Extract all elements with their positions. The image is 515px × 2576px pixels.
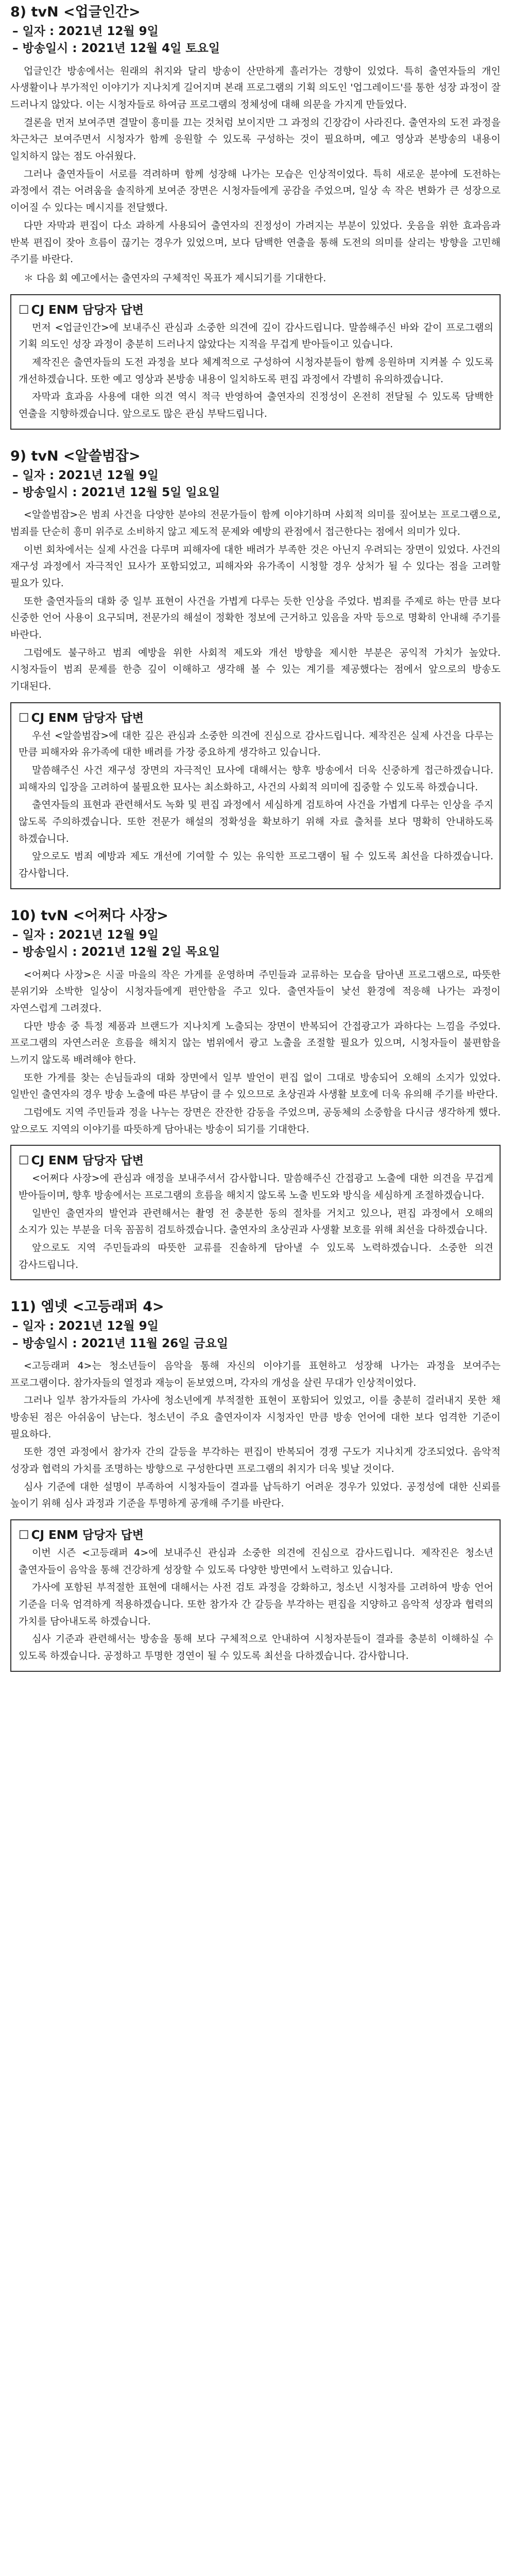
meta-item: – 방송일시 : 2021년 12월 2일 목요일 — [12, 944, 501, 961]
response-title-text: CJ ENM 담당자 답변 — [31, 711, 144, 725]
meta-item: – 방송일시 : 2021년 12월 4일 토요일 — [12, 40, 501, 57]
response-paragraph: 앞으로도 지역 주민들과의 따뜻한 교류를 진솔하게 담아낼 수 있도록 노력하겠습니다. 소중한 의견 감사드립니다. — [19, 1242, 493, 1270]
response-title — [19, 1151, 493, 1168]
checkbox-icon: ☐ — [19, 303, 29, 317]
checkbox-icon: ☐ — [19, 1154, 29, 1168]
checkbox-icon: ☐ — [19, 1529, 29, 1543]
response-title-text: CJ ENM 담당자 답변 — [31, 303, 144, 317]
review-paragraph: 또한 경연 과정에서 참가자 간의 갈등을 부각하는 편집이 반복되어 경쟁 구도가 지나치게 강조되었다. 음악적 성장과 협력의 가치를 조명하는 방향으로 구성한다면 프로그램의 취지가 더욱 빛날 것이다. — [10, 1446, 501, 1475]
response-paragraph: 일반인 출연자의 발언과 관련해서는 촬영 전 충분한 동의 절차를 거치고 있으나, 편집 과정에서 오해의 소지가 있는 부분을 더욱 꼼꼼히 검토하겠습니다. 출연자의 초상권과 사생활 보호를 위해 최선을 다하겠습니다. — [19, 1207, 493, 1236]
review-section — [10, 1298, 501, 1672]
response-paragraph: 먼저 <업글인간>에 보내주신 관심과 소중한 의견에 깊이 감사드립니다. 말씀해주신 바와 같이 프로그램의 기획 의도인 성장 과정이 충분히 드러나지 않았다는 지적을 무겁게 받아들이고 있습니다. — [19, 321, 493, 350]
review-paragraph: 그럼에도 지역 주민들과 정을 나누는 장면은 잔잔한 감동을 주었으며, 공동체의 소중함을 다시금 생각하게 했다. 앞으로도 지역의 이야기를 따뜻하게 담아내는 방송이 되기를 기대한다. — [10, 1106, 501, 1135]
meta-list — [12, 467, 501, 502]
review-section — [10, 907, 501, 1281]
response-title — [19, 708, 493, 725]
response-paragraph: 자막과 효과음 사용에 대한 의견 역시 적극 반영하여 출연자의 진정성이 온전히 전달될 수 있도록 담백한 연출을 지향하겠습니다. 앞으로도 많은 관심 부탁드립니다. — [19, 391, 493, 419]
response-title — [19, 300, 493, 317]
review-paragraph: 그러나 출연자들이 서로를 격려하며 함께 성장해 나가는 모습은 인상적이었다. 특히 새로운 분야에 도전하는 과정에서 겪는 어려움을 솔직하게 보여준 장면은 시청자들에게 공감을 주었으며, 일상 속 작은 변화가 큰 성장으로 이어질 수 있다는 메시지를 전달했다. — [10, 168, 501, 214]
response-box — [10, 294, 501, 430]
meta-item: – 방송일시 : 2021년 11월 26일 금요일 — [12, 1335, 501, 1352]
section-title: 8) tvN <업글인간> — [10, 4, 141, 20]
review-paragraph: 또한 가게를 찾는 손님들과의 대화 장면에서 일부 발언이 편집 없이 그대로 방송되어 오해의 소지가 있었다. 일반인 출연자의 경우 방송 노출에 따른 부담이 클 수 있으므로 초상권과 사생활 보호에 더욱 유의해 주기를 바란다. — [10, 1072, 501, 1100]
section-title: 11) 엠넷 <고등래퍼 4> — [10, 1299, 164, 1315]
review-paragraph: 결론을 먼저 보여주면 결말이 흥미를 끄는 것처럼 보이지만 그 과정의 긴장감이 사라진다. 출연자의 도전 과정을 차근차근 보여주면서 시청자가 함께 응원할 수 있도록 구성하는 것이 필요하며, 예고 영상과 본방송의 내용이 일치하지 않는 점도 아쉬웠다. — [10, 116, 501, 162]
response-paragraph: 말씀해주신 사건 재구성 장면의 자극적인 묘사에 대해서는 향후 방송에서 더욱 신중하게 접근하겠습니다. 피해자의 입장을 고려하여 불필요한 묘사는 최소화하고, 사건의 사회적 의미에 집중할 수 있도록 하겠습니다. — [19, 765, 493, 793]
response-paragraph: 출연자들의 표현과 관련해서도 녹화 및 편집 과정에서 세심하게 검토하여 사건을 가볍게 다루는 인상을 주지 않도록 주의하겠습니다. 또한 전문가 해설의 정확성을 확보하기 위해 자료 출처를 보다 명확히 안내하도록 하겠습니다. — [19, 799, 493, 844]
meta-list — [12, 23, 501, 58]
response-paragraph: 앞으로도 범죄 예방과 제도 개선에 기여할 수 있는 유익한 프로그램이 될 수 있도록 최선을 다하겠습니다. 감사합니다. — [19, 851, 493, 879]
response-box — [10, 1145, 501, 1280]
response-paragraph: <어쩌다 사장>에 관심과 애정을 보내주셔서 감사합니다. 말씀해주신 간접광고 노출에 대한 의견을 무겁게 받아들이며, 향후 방송에서는 프로그램의 흐름을 해치지 않도록 노출 빈도와 방식을 세심하게 조절하겠습니다. — [19, 1173, 493, 1201]
review-paragraph: 그러나 일부 참가자들의 가사에 청소년에게 부적절한 표현이 포함되어 있었고, 이를 충분히 걸러내지 못한 채 방송된 점은 아쉬움이 남는다. 청소년이 주요 출연자이자 시청자인 만큼 방송 언어에 대한 보다 엄격한 기준이 필요하다. — [10, 1395, 501, 1440]
meta-list — [12, 927, 501, 961]
response-paragraph: 심사 기준과 관련해서는 방송을 통해 보다 구체적으로 안내하여 시청자분들이 결과를 충분히 이해하실 수 있도록 하겠습니다. 공정하고 투명한 경연이 될 수 있도록 최선을 다하겠습니다. 감사합니다. — [19, 1633, 493, 1662]
review-paragraph: 이번 회차에서는 실제 사건을 다루며 피해자에 대한 배려가 부족한 것은 아닌지 우려되는 장면이 있었다. 사건의 재구성 과정에서 자극적인 묘사가 포함되었고, 피해자와 유가족이 시청할 경우 상처가 될 수 있다는 점을 고려할 필요가 있다. — [10, 544, 501, 589]
review-paragraph: 업글인간 방송에서는 원래의 취지와 달리 방송이 산만하게 흘러가는 경향이 있었다. 특히 출연자들의 개인 사생활이나 부가적인 이야기가 지나치게 길어지며 본래 프로그램의 기획 의도인 '업그레이드'를 통한 성장 과정이 잘 드러나지 않았다. 이는 시청자들로 하여금 프로그램의 정체성에 대해 의문을 가지게 만들었다. — [10, 65, 501, 111]
meta-item: – 방송일시 : 2021년 12월 5일 일요일 — [12, 484, 501, 501]
response-box — [10, 1519, 501, 1672]
response-title-text: CJ ENM 담당자 답변 — [31, 1154, 144, 1168]
response-paragraph: 가사에 포함된 부적절한 표현에 대해서는 사전 검토 과정을 강화하고, 청소년 시청자를 고려하여 방송 언어 기준을 더욱 엄격하게 적용하겠습니다. 또한 참가자 간 갈등을 부각하는 편집을 지양하고 음악적 성장과 협력의 가치를 담아내도록 하겠습니다. — [19, 1582, 493, 1627]
review-paragraph: 그럼에도 불구하고 범죄 예방을 위한 사회적 제도와 개선 방향을 제시한 부분은 공익적 가치가 높았다. 시청자들이 범죄 문제를 한층 깊이 이해하고 생각해 볼 수 있는 계기를 제공했다는 점에서 앞으로의 방송도 기대된다. — [10, 647, 501, 692]
review-section — [10, 447, 501, 889]
meta-item: – 일자 : 2021년 12월 9일 — [12, 1318, 501, 1335]
response-paragraph: 이번 시즌 <고등래퍼 4>에 보내주신 관심과 소중한 의견에 진심으로 감사드립니다. 제작진은 청소년 출연자들이 음악을 통해 건강하게 성장할 수 있도록 다양한 방면에서 노력하고 있습니다. — [19, 1547, 493, 1575]
review-paragraph: 다만 자막과 편집이 다소 과하게 사용되어 출연자의 진정성이 가려지는 부분이 있었다. 웃음을 위한 효과음과 반복 편집이 잦아 흐름이 끊기는 경우가 있었으며, 보다 담백한 연출을 통해 도전의 의미를 살리는 방향을 고민해 주기를 바란다. — [10, 219, 501, 265]
review-paragraph: 또한 출연자들의 대화 중 일부 표현이 사건을 가볍게 다루는 듯한 인상을 주었다. 범죄를 주제로 하는 만큼 보다 신중한 언어 사용이 요구되며, 전문가의 해설이 정확한 정보에 근거하고 있음을 자막 등으로 명확히 안내해 주기를 바란다. — [10, 595, 501, 641]
response-box — [10, 702, 501, 889]
section-title: 9) tvN <알쓸범잡> — [10, 448, 141, 464]
meta-item: – 일자 : 2021년 12월 9일 — [12, 467, 501, 484]
meta-list — [12, 1318, 501, 1352]
response-paragraph: 제작진은 출연자들의 도전 과정을 보다 체계적으로 구성하여 시청자분들이 함께 응원하며 지켜볼 수 있도록 개선하겠습니다. 또한 예고 영상과 본방송 내용이 일치하도록 편집 과정에서 각별히 유의하겠습니다. — [19, 356, 493, 385]
review-section — [10, 3, 501, 430]
response-paragraph: 우선 <알쓸범잡>에 대한 깊은 관심과 소중한 의견에 진심으로 감사드립니다. 제작진은 실제 사건을 다루는 만큼 피해자와 유가족에 대한 배려를 가장 중요하게 생각하고 있습니다. — [19, 730, 493, 758]
review-paragraph: <고등래퍼 4>는 청소년들이 음악을 통해 자신의 이야기를 표현하고 성장해 나가는 과정을 보여주는 프로그램이다. 참가자들의 열정과 재능이 돋보였으며, 각자의 개성을 살린 무대가 인상적이었다. — [10, 1360, 501, 1388]
meta-item: – 일자 : 2021년 12월 9일 — [12, 23, 501, 40]
meta-item: – 일자 : 2021년 12월 9일 — [12, 927, 501, 944]
review-paragraph: 다만 방송 중 특정 제품과 브랜드가 지나치게 노출되는 장면이 반복되어 간접광고가 과하다는 느낌을 주었다. 프로그램의 자연스러운 흐름을 해치지 않는 범위에서 광고 노출을 조절할 필요가 있으며, 시청자들이 불편함을 느끼지 않도록 배려해야 한다. — [10, 1020, 501, 1065]
review-paragraph: <알쓸범잡>은 범죄 사건을 다양한 분야의 전문가들이 함께 이야기하며 사회적 의미를 짚어보는 프로그램으로, 범죄를 단순히 흥미 위주로 소비하지 않고 제도적 문제와 예방의 관점에서 접근한다는 점에서 의미가 있다. — [10, 509, 501, 537]
review-paragraph: 심사 기준에 대한 설명이 부족하여 시청자들이 결과를 납득하기 어려운 경우가 있었다. 공정성에 대한 신뢰를 높이기 위해 심사 과정과 기준을 투명하게 공개해 주기를 바란다. — [10, 1481, 501, 1510]
section-title: 10) tvN <어쩌다 사장> — [10, 907, 168, 924]
response-title-text: CJ ENM 담당자 답변 — [31, 1529, 144, 1543]
review-paragraph: <어쩌다 사장>은 시골 마을의 작은 가게를 운영하며 주민들과 교류하는 모습을 담아낸 프로그램으로, 따뜻한 분위기와 소박한 일상이 시청자들에게 편안함을 주고 있다. 출연자들이 낯선 환경에 적응해 나가는 과정이 자연스럽게 그려졌다. — [10, 969, 501, 1014]
checkbox-icon: ☐ — [19, 711, 29, 725]
response-title — [19, 1526, 493, 1543]
review-note: ＊ 다음 회 예고에서는 출연자의 구체적인 목표가 제시되기를 기대한다. — [24, 272, 327, 284]
